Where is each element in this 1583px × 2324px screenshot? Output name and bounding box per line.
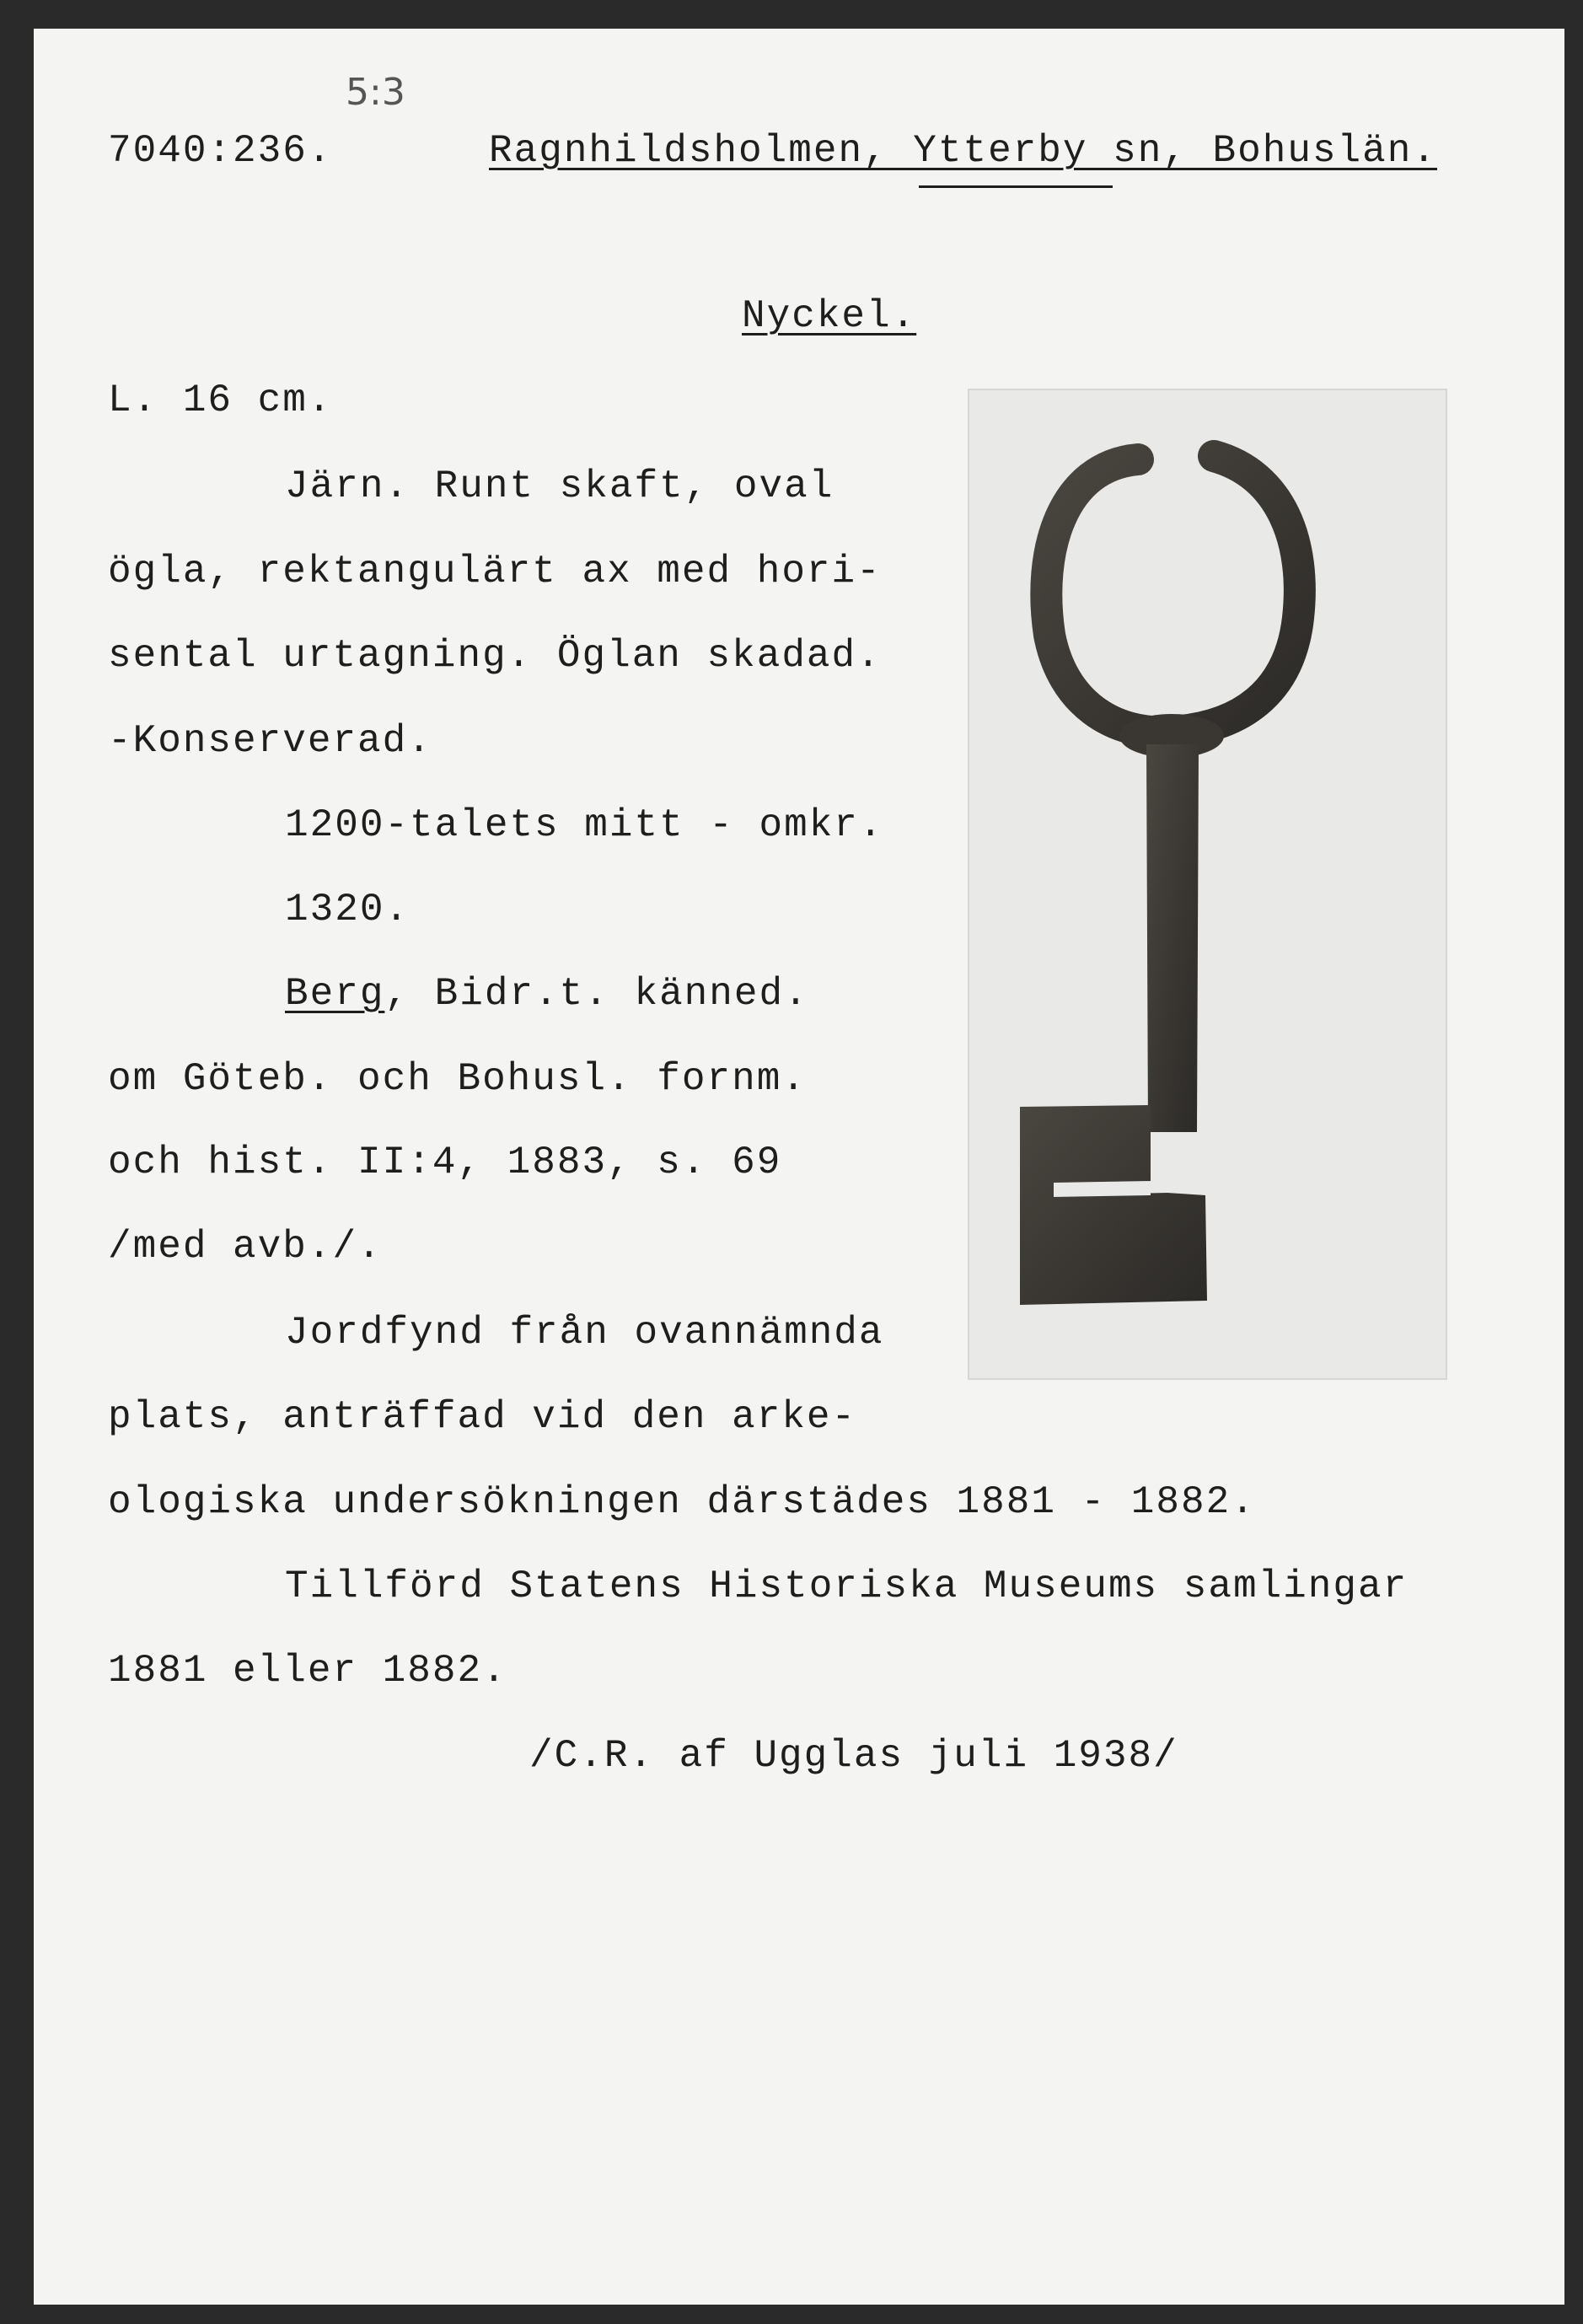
acquisition-line: Tillförd Statens Historiska Museums samlingar (285, 1565, 1409, 1608)
key-shaft (1146, 744, 1199, 1132)
reference-line: och hist. II:4, 1883, s. 69 (108, 1141, 782, 1184)
find-line: plats, anträffad vid den arke- (108, 1395, 857, 1439)
acquisition-line: 1881 eller 1882. (108, 1649, 507, 1693)
object-length: L. 16 cm. (108, 378, 333, 422)
find-line: ologiska undersökningen därstädes 1881 - 1882. (108, 1480, 1256, 1524)
signature: /C.R. af Ugglas juli 1938/ (529, 1734, 1178, 1778)
reference-line: /med avb./. (108, 1225, 383, 1269)
heading-rule (919, 185, 1113, 188)
description-line: sental urtagning. Öglan skadad. (108, 634, 882, 678)
dating-line: 1200-talets mitt - omkr. (285, 803, 884, 847)
catalog-card (34, 29, 1564, 2305)
reference-line: om Göteb. och Bohusl. fornm. (108, 1057, 807, 1101)
reference-author: Berg (285, 972, 385, 1016)
reference-line (285, 972, 809, 1016)
key-photograph (968, 389, 1447, 1380)
description-line: Järn. Runt skaft, oval (285, 464, 834, 508)
reference-title: , Bidr.t. känned. (384, 972, 809, 1016)
description-line: ögla, rektangulärt ax med hori- (108, 550, 882, 593)
key-bit (1020, 1105, 1207, 1305)
object-title: Nyckel. (742, 294, 917, 338)
key-bit-notch (1054, 1181, 1151, 1197)
key-bow (1046, 456, 1300, 732)
catalog-number: 7040:236. (108, 129, 333, 173)
dating-line: 1320. (285, 888, 411, 931)
iron-key-icon (969, 390, 1446, 1378)
description-line: -Konserverad. (108, 719, 432, 763)
location-heading: Ragnhildsholmen, Ytterby sn, Bohuslän. (489, 129, 1437, 173)
handwritten-number: 5:3 (346, 71, 405, 114)
find-line: Jordfynd från ovannämnda (285, 1311, 884, 1355)
